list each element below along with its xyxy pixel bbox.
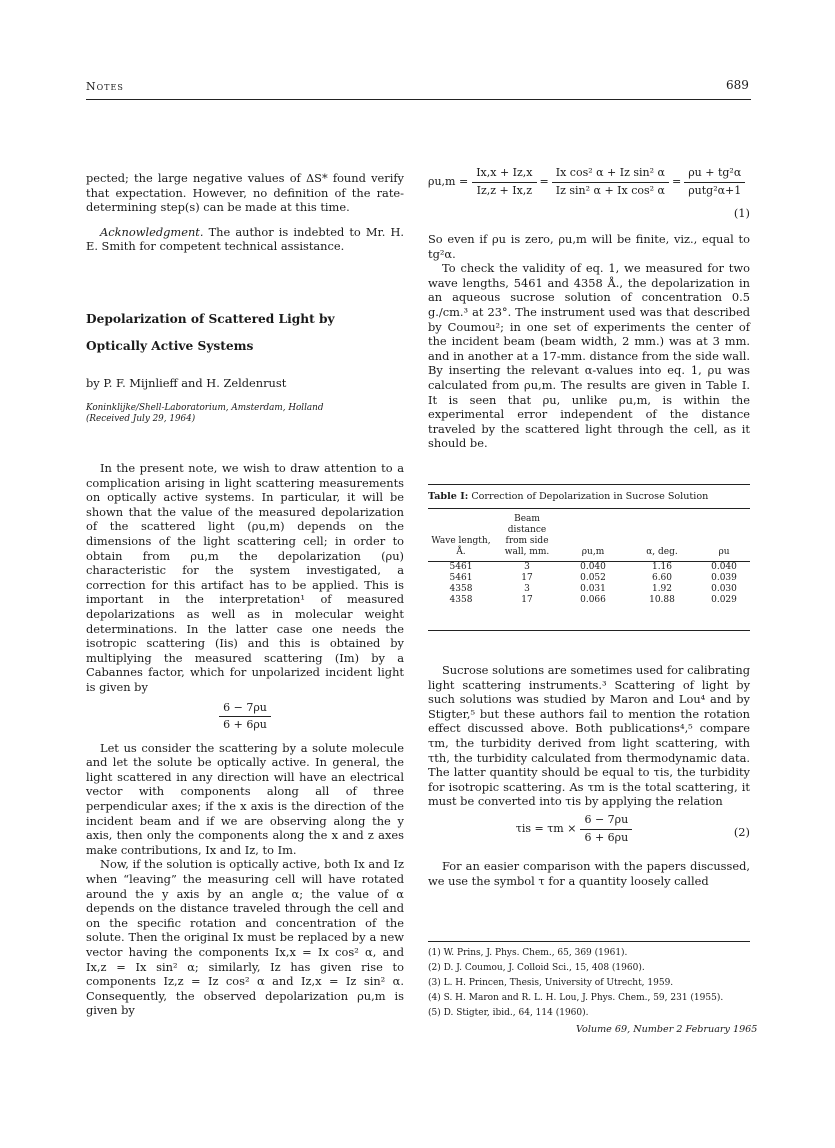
eq1-f1-denominator: Iz,z + Ix,z: [476, 183, 533, 197]
left-column-body: [86, 461, 404, 1018]
cabannes-factor: [86, 701, 404, 733]
table-cell: 5461: [449, 573, 473, 583]
received-date: (Received July 29, 1964): [86, 413, 196, 424]
paragraph-check: To check the validity of eq. 1, we measured for two wave lengths, 5461 and 4358 Å., the depolarization in an aqueous sucrose solution of concentration 0.5 g./cm.³ at 23°. The instrument used was that described by Coumou²; in one set of experiments the center of the incident beam (beam width, 2 mm.) was at 3 mm. and in another at a 17-mm. distance from the side wall. By inserting the relevant α-values into eq. 1, ρu was calculated from ρu,m. The results are given in Table I. It is seen that ρu, unlike ρu,m, is within the experimental error independent of the distance traveled by the scattered light through the cell, as it should be.: [428, 261, 750, 451]
equation-1-number: (1): [733, 206, 750, 220]
acknowledgment-label: Acknowledgment.: [100, 224, 204, 239]
reference-item: (2) D. J. Coumou, J. Colloid Sci., 15, 408 (1960).: [428, 963, 645, 973]
eq1-equals-2: =: [671, 174, 682, 188]
table-cell: 10.88: [649, 595, 675, 605]
table-cell: 0.029: [711, 595, 737, 605]
table-row: [428, 573, 750, 584]
reference-item: (3) L. H. Princen, Thesis, University of Utrecht, 1959.: [428, 978, 674, 988]
eq1-fraction-3: [684, 166, 745, 198]
eq1-f2-denominator: Iz sin² α + Ix cos² α: [555, 183, 665, 197]
running-head: Notes: [86, 80, 124, 93]
eq1-equals-1: =: [539, 174, 549, 188]
paragraph-now: Now, if the solution is optically active, both Ix and Iz when “leaving” the measuring cell will have rotated around the y axis by an angle α; the value of α depends on the distance traveled through the cell and on the specific rotation and concentration of the solute. Then the original Ix must be replaced by a new vector having the components Ix,x = Ix cos² α, and Ix,z = Ix sin² α; similarly, Iz has given rise to components Iz,z = Iz cos² α and Iz,x = Iz sin² α. Consequently, the observed depolarization ρu,m is given by: [86, 857, 404, 1018]
eq1-lhs: ρu,m =: [428, 174, 469, 188]
table-cell: 4358: [449, 595, 473, 605]
journal-footer: Volume 69, Number 2 February 1965: [576, 1024, 758, 1035]
table-cell: 0.040: [580, 562, 606, 572]
table-cell: 1.92: [651, 584, 673, 594]
table-caption-rule: [428, 508, 750, 509]
header-rule: [86, 99, 751, 100]
reference-item: (5) D. Stigter, ibid., 64, 114 (1960).: [428, 1008, 589, 1018]
cabannes-denominator: 6 + 6ρu: [223, 718, 267, 732]
table-header-alpha: α, deg.: [646, 547, 678, 557]
table-header-row: [428, 512, 750, 561]
table-cell: 3: [524, 562, 530, 572]
right-column-upper: [428, 232, 750, 451]
reference-item: (4) S. H. Maron and R. L. H. Lou, J. Phys. Chem., 59, 231 (1955).: [428, 993, 724, 1003]
equation-1: [428, 166, 750, 222]
affiliation: Koninklijke/Shell-Laboratorium, Amsterdam, Holland: [86, 402, 324, 413]
cabannes-numerator: 6 − 7ρu: [219, 701, 271, 718]
table-cell: 0.030: [711, 584, 737, 594]
table-row: [428, 584, 750, 595]
table-cell: 3: [524, 584, 530, 594]
equation-1-line: [428, 166, 750, 198]
table-caption: [428, 490, 750, 505]
eq2-denominator: 6 + 6ρu: [584, 830, 629, 844]
table-header-wavelength: Wave length, Å.: [431, 536, 491, 557]
paragraph-so-even: So even if ρu is zero, ρu,m will be finite, viz., equal to tg²α.: [428, 232, 750, 261]
eq2-numerator: 6 − 7ρu: [580, 813, 632, 830]
acknowledgment: [86, 225, 404, 254]
table-cell: 4358: [449, 584, 473, 594]
table-header-rho-u: ρu: [718, 547, 730, 557]
paragraph-consider: Let us consider the scattering by a solute molecule and let the solute be optically active. In general, the light scattered in any direction will have an electrical vector with components along all of three perpendicular axes; if the x axis is the direction of the incident beam and if we are observing along the y axis, then only the components along the x and z axes make contributions, Ix and Iz, to Im.: [86, 740, 404, 857]
eq1-f3-numerator: ρu + tg²α: [684, 166, 745, 183]
table-label: Table I:: [428, 491, 469, 502]
table-cell: 6.60: [651, 573, 673, 583]
byline: [86, 376, 404, 425]
table-1: [428, 512, 750, 606]
table-cell: 17: [521, 595, 533, 605]
eq2-lhs: τis = τm ×: [515, 821, 577, 835]
table-header-beam-distance: Beam distance from side wall, mm.: [504, 514, 550, 557]
paragraph-continued: pected; the large negative values of ΔS* found verify that expectation. However, no definition of the rate-determining step(s) can be made at this time.: [86, 171, 404, 215]
paragraph-sucrose: Sucrose solutions are sometimes used for calibrating light scattering instruments.³ Scattering of light by such solutions was studied by Maron and Lou⁴ and by Stigter,⁵ but these authors fail to mention the rotation effect discussed above. Both publications⁴,⁵ compare τm, the turbidity derived from light scattering, with τth, the turbidity calculated from thermodynamic data. The latter quantity should be equal to τis, the turbidity for isotropic scattering. As τm is the total scattering, it must be converted into τis by applying the relation: [428, 663, 750, 809]
table-header-rho-um: ρu,m: [581, 547, 605, 557]
acknowledgment-text: The author is indebted to Mr. H. E. Smith for competent technical assistance.: [86, 224, 404, 254]
page-number: 689: [726, 78, 749, 92]
table-row: [428, 562, 750, 573]
references: [428, 946, 750, 1021]
table-row: [428, 595, 750, 606]
table-caption-text: Correction of Depolarization in Sucrose Solution: [468, 491, 709, 502]
article-title-line-2: Optically Active Systems: [86, 339, 254, 353]
table-cell: 17: [521, 573, 533, 583]
table-cell: 0.039: [711, 573, 737, 583]
table-cell: 5461: [449, 562, 473, 572]
authors: by P. F. Mijnlieff and H. Zeldenrust: [86, 376, 287, 390]
eq1-f1-numerator: Ix,x + Iz,x: [472, 166, 536, 183]
left-column-top: [86, 171, 404, 254]
eq1-f2-numerator: Ix cos² α + Iz sin² α: [552, 166, 669, 183]
reference-item: (1) W. Prins, J. Phys. Chem., 65, 369 (1961).: [428, 948, 628, 958]
equation-2: [428, 813, 750, 853]
article-title-line-1: Depolarization of Scattered Light by: [86, 312, 335, 326]
table-cell: 1.16: [651, 562, 673, 572]
eq1-fraction-2: [552, 166, 669, 198]
cabannes-fraction: [219, 701, 271, 733]
paragraph-easier: For an easier comparison with the papers discussed, we use the symbol τ for a quantity loosely called: [428, 858, 750, 888]
footnote-rule: [428, 941, 750, 942]
article-title-block: [86, 306, 404, 360]
table-bottom-rule: [428, 630, 750, 631]
table-cell: 0.052: [580, 573, 606, 583]
eq2-fraction: [580, 813, 632, 845]
table-cell: 0.040: [711, 562, 737, 572]
paragraph-intro: In the present note, we wish to draw attention to a complication arising in light scattering measurements on optically active systems. In particular, it will be shown that the value of the measured depolarization of the scattered light (ρu,m) depends on the dimensions of the light scattering cell; in order to obtain from ρu,m the depolarization (ρu) characteristic for the system investigated, a correction for this artifact has to be applied. This is important in the interpretation¹ of measured depolarizations as well as in molecular weight determinations. In the latter case one needs the isotropic scattering (Iis) and this is obtained by multiplying the measured scattering (Im) by a Cabannes factor, which for unpolarized incident light is given by: [86, 461, 404, 694]
eq1-f3-denominator: ρutg²α+1: [688, 183, 742, 197]
equation-2-number: (2): [733, 824, 750, 839]
table-top-rule: [428, 484, 750, 485]
right-column-lower: [428, 663, 750, 888]
equation-2-line: [428, 813, 750, 845]
table-cell: 0.066: [580, 595, 606, 605]
table-1-grid: [428, 512, 750, 606]
eq1-fraction-1: [472, 166, 536, 198]
table-cell: 0.031: [580, 584, 606, 594]
